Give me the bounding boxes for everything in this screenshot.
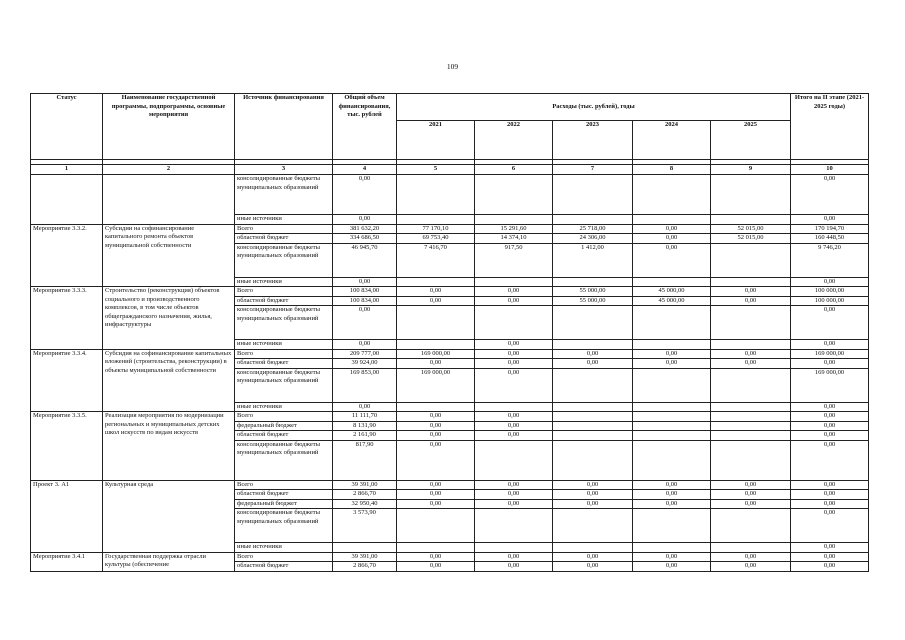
amount-cell: 0,00 bbox=[475, 421, 553, 431]
amount-cell: 0,00 bbox=[475, 490, 553, 500]
amount-cell bbox=[475, 277, 553, 287]
amount-cell: 0,00 bbox=[791, 562, 869, 572]
amount-cell: 170 194,70 bbox=[791, 224, 869, 234]
amount-cell bbox=[475, 402, 553, 412]
amount-cell: 69 753,40 bbox=[397, 234, 475, 244]
amount-cell: 0,00 bbox=[553, 359, 633, 369]
amount-cell bbox=[553, 509, 633, 543]
amount-cell bbox=[397, 509, 475, 543]
amount-cell: 32 950,40 bbox=[333, 499, 397, 509]
amount-cell: 7 416,70 bbox=[397, 243, 475, 277]
amount-cell bbox=[633, 215, 711, 225]
amount-cell bbox=[711, 175, 791, 215]
row-status: Мероприятие 3.3.3. bbox=[31, 287, 103, 350]
amount-cell: 169 000,00 bbox=[397, 349, 475, 359]
amount-cell bbox=[475, 509, 553, 543]
funding-source: Всего bbox=[235, 287, 333, 297]
amount-cell: 0,00 bbox=[791, 277, 869, 287]
amount-cell bbox=[553, 440, 633, 480]
column-number: 7 bbox=[553, 165, 633, 175]
header-total: Общий объем финансирования, тыс. рублей bbox=[333, 94, 397, 160]
amount-cell bbox=[397, 215, 475, 225]
amount-cell bbox=[333, 543, 397, 553]
amount-cell bbox=[553, 368, 633, 402]
amount-cell: 0,00 bbox=[791, 402, 869, 412]
table-row bbox=[31, 480, 869, 490]
header-year-2024: 2024 bbox=[633, 121, 711, 160]
amount-cell: 15 291,60 bbox=[475, 224, 553, 234]
amount-cell: 0,00 bbox=[475, 562, 553, 572]
column-number: 1 bbox=[31, 165, 103, 175]
amount-cell: 0,00 bbox=[633, 224, 711, 234]
amount-cell: 77 170,10 bbox=[397, 224, 475, 234]
amount-cell: 209 777,00 bbox=[333, 349, 397, 359]
amount-cell: 0,00 bbox=[791, 421, 869, 431]
amount-cell: 9 746,20 bbox=[791, 243, 869, 277]
funding-source: иные источники bbox=[235, 340, 333, 350]
row-status: Мероприятие 3.3.4. bbox=[31, 349, 103, 412]
header-expenses: Расходы (тыс. рублей), годы bbox=[397, 94, 791, 121]
amount-cell bbox=[711, 368, 791, 402]
column-number: 4 bbox=[333, 165, 397, 175]
amount-cell: 334 686,50 bbox=[333, 234, 397, 244]
amount-cell: 2 866,70 bbox=[333, 562, 397, 572]
amount-cell: 381 632,20 bbox=[333, 224, 397, 234]
table-row bbox=[31, 224, 869, 234]
amount-cell: 817,90 bbox=[333, 440, 397, 480]
amount-cell bbox=[397, 402, 475, 412]
table-row bbox=[31, 412, 869, 422]
funding-source: областной бюджет bbox=[235, 562, 333, 572]
amount-cell bbox=[633, 421, 711, 431]
funding-source: федеральный бюджет bbox=[235, 421, 333, 431]
amount-cell: 0,00 bbox=[791, 552, 869, 562]
budget-table bbox=[30, 93, 869, 572]
amount-cell: 2 161,90 bbox=[333, 431, 397, 441]
amount-cell: 0,00 bbox=[475, 368, 553, 402]
row-name: Субсидия на софинансирование капитальных вложений (строительства, реконструкции) в объекты муниципальной собственности bbox=[103, 349, 235, 412]
amount-cell bbox=[397, 175, 475, 215]
row-name: Реализация мероприятия по модернизации региональных и муниципальных детских школ искусств по видам искусств bbox=[103, 412, 235, 481]
amount-cell bbox=[475, 306, 553, 340]
amount-cell bbox=[475, 215, 553, 225]
amount-cell bbox=[711, 543, 791, 553]
amount-cell: 0,00 bbox=[397, 490, 475, 500]
amount-cell: 0,00 bbox=[475, 287, 553, 297]
funding-source: консолидированные бюджеты муниципальных образований bbox=[235, 175, 333, 215]
funding-source: Всего bbox=[235, 412, 333, 422]
amount-cell: 0,00 bbox=[633, 349, 711, 359]
amount-cell: 0,00 bbox=[791, 440, 869, 480]
amount-cell: 0,00 bbox=[333, 215, 397, 225]
funding-source: Всего bbox=[235, 349, 333, 359]
amount-cell: 0,00 bbox=[333, 277, 397, 287]
amount-cell: 0,00 bbox=[791, 340, 869, 350]
amount-cell bbox=[397, 306, 475, 340]
amount-cell: 0,00 bbox=[791, 499, 869, 509]
amount-cell: 100 834,00 bbox=[333, 287, 397, 297]
funding-source: федеральный бюджет bbox=[235, 499, 333, 509]
amount-cell: 0,00 bbox=[553, 499, 633, 509]
amount-cell bbox=[553, 277, 633, 287]
amount-cell: 0,00 bbox=[397, 480, 475, 490]
amount-cell bbox=[711, 243, 791, 277]
amount-cell bbox=[633, 277, 711, 287]
header-year-2025: 2025 bbox=[711, 121, 791, 160]
amount-cell: 100 000,00 bbox=[791, 296, 869, 306]
amount-cell bbox=[553, 431, 633, 441]
amount-cell bbox=[397, 340, 475, 350]
funding-source: консолидированные бюджеты муниципальных образований bbox=[235, 243, 333, 277]
amount-cell: 45 000,00 bbox=[633, 296, 711, 306]
amount-cell: 0,00 bbox=[475, 412, 553, 422]
amount-cell: 0,00 bbox=[633, 234, 711, 244]
amount-cell bbox=[711, 421, 791, 431]
amount-cell: 0,00 bbox=[553, 552, 633, 562]
funding-source: Всего bbox=[235, 552, 333, 562]
amount-cell: 100 834,00 bbox=[333, 296, 397, 306]
amount-cell bbox=[633, 340, 711, 350]
amount-cell: 0,00 bbox=[791, 431, 869, 441]
amount-cell bbox=[553, 421, 633, 431]
funding-source: Всего bbox=[235, 224, 333, 234]
amount-cell: 0,00 bbox=[711, 490, 791, 500]
funding-source: консолидированные бюджеты муниципальных образований bbox=[235, 368, 333, 402]
amount-cell: 0,00 bbox=[475, 349, 553, 359]
amount-cell bbox=[553, 412, 633, 422]
amount-cell bbox=[397, 277, 475, 287]
amount-cell: 0,00 bbox=[791, 215, 869, 225]
funding-source: областной бюджет bbox=[235, 296, 333, 306]
amount-cell bbox=[397, 543, 475, 553]
amount-cell: 0,00 bbox=[397, 287, 475, 297]
amount-cell: 0,00 bbox=[791, 543, 869, 553]
page-number: 109 bbox=[446, 62, 459, 71]
amount-cell: 0,00 bbox=[333, 402, 397, 412]
amount-cell: 24 306,00 bbox=[553, 234, 633, 244]
amount-cell bbox=[475, 543, 553, 553]
header-year-2023: 2023 bbox=[553, 121, 633, 160]
amount-cell: 45 000,00 bbox=[633, 287, 711, 297]
column-number: 3 bbox=[235, 165, 333, 175]
amount-cell bbox=[633, 306, 711, 340]
column-number: 9 bbox=[711, 165, 791, 175]
amount-cell bbox=[633, 402, 711, 412]
amount-cell: 0,00 bbox=[397, 552, 475, 562]
amount-cell: 39 924,00 bbox=[333, 359, 397, 369]
amount-cell: 0,00 bbox=[633, 480, 711, 490]
amount-cell: 0,00 bbox=[791, 412, 869, 422]
amount-cell: 100 000,00 bbox=[791, 287, 869, 297]
amount-cell: 0,00 bbox=[633, 562, 711, 572]
amount-cell: 0,00 bbox=[397, 296, 475, 306]
amount-cell: 39 391,00 bbox=[333, 552, 397, 562]
funding-source: Всего bbox=[235, 480, 333, 490]
funding-source: областной бюджет bbox=[235, 431, 333, 441]
amount-cell: 0,00 bbox=[791, 509, 869, 543]
amount-cell: 169 000,00 bbox=[791, 349, 869, 359]
amount-cell: 0,00 bbox=[791, 175, 869, 215]
amount-cell bbox=[633, 509, 711, 543]
funding-source: областной бюджет bbox=[235, 234, 333, 244]
amount-cell bbox=[711, 306, 791, 340]
amount-cell bbox=[633, 431, 711, 441]
amount-cell: 169 000,00 bbox=[397, 368, 475, 402]
amount-cell: 0,00 bbox=[475, 340, 553, 350]
amount-cell: 0,00 bbox=[711, 349, 791, 359]
funding-source: консолидированные бюджеты муниципальных образований bbox=[235, 440, 333, 480]
amount-cell bbox=[475, 175, 553, 215]
amount-cell bbox=[633, 412, 711, 422]
amount-cell: 0,00 bbox=[397, 431, 475, 441]
amount-cell: 0,00 bbox=[791, 359, 869, 369]
amount-cell: 0,00 bbox=[475, 431, 553, 441]
amount-cell: 0,00 bbox=[397, 421, 475, 431]
row-name: Государственная поддержка отрасли культуры (обеспечение bbox=[103, 552, 235, 571]
amount-cell bbox=[711, 412, 791, 422]
amount-cell: 55 000,00 bbox=[553, 296, 633, 306]
column-number: 2 bbox=[103, 165, 235, 175]
column-number: 8 bbox=[633, 165, 711, 175]
amount-cell: 0,00 bbox=[791, 480, 869, 490]
funding-source: иные источники bbox=[235, 402, 333, 412]
header-name: Наименование государственной программы, подпрограммы, основные мероприятия bbox=[103, 94, 235, 160]
table-row bbox=[31, 287, 869, 297]
amount-cell: 0,00 bbox=[475, 359, 553, 369]
amount-cell bbox=[711, 509, 791, 543]
amount-cell: 0,00 bbox=[397, 499, 475, 509]
row-name bbox=[103, 175, 235, 225]
amount-cell: 0,00 bbox=[711, 480, 791, 490]
column-number: 5 bbox=[397, 165, 475, 175]
amount-cell: 0,00 bbox=[553, 349, 633, 359]
amount-cell: 917,50 bbox=[475, 243, 553, 277]
amount-cell: 46 945,70 bbox=[333, 243, 397, 277]
amount-cell: 0,00 bbox=[711, 499, 791, 509]
header-source: Источник финансирования bbox=[235, 94, 333, 160]
amount-cell bbox=[633, 175, 711, 215]
row-status: Мероприятие 3.3.2. bbox=[31, 224, 103, 287]
amount-cell bbox=[553, 306, 633, 340]
amount-cell bbox=[553, 402, 633, 412]
amount-cell: 0,00 bbox=[553, 490, 633, 500]
amount-cell bbox=[711, 402, 791, 412]
column-number: 10 bbox=[791, 165, 869, 175]
amount-cell: 0,00 bbox=[633, 552, 711, 562]
amount-cell bbox=[633, 368, 711, 402]
amount-cell: 11 111,70 bbox=[333, 412, 397, 422]
amount-cell: 0,00 bbox=[397, 562, 475, 572]
amount-cell: 0,00 bbox=[711, 296, 791, 306]
amount-cell: 0,00 bbox=[475, 499, 553, 509]
amount-cell bbox=[553, 215, 633, 225]
amount-cell: 0,00 bbox=[475, 296, 553, 306]
funding-source: иные источники bbox=[235, 215, 333, 225]
amount-cell bbox=[711, 340, 791, 350]
amount-cell: 0,00 bbox=[711, 552, 791, 562]
funding-source: иные источники bbox=[235, 277, 333, 287]
amount-cell bbox=[553, 543, 633, 553]
amount-cell bbox=[553, 175, 633, 215]
amount-cell: 55 000,00 bbox=[553, 287, 633, 297]
row-status: Проект 3. А1 bbox=[31, 480, 103, 552]
row-status bbox=[31, 175, 103, 225]
amount-cell: 0,00 bbox=[633, 490, 711, 500]
amount-cell: 0,00 bbox=[333, 340, 397, 350]
amount-cell bbox=[633, 543, 711, 553]
header-status: Статус bbox=[31, 94, 103, 160]
header-year-2022: 2022 bbox=[475, 121, 553, 160]
amount-cell: 0,00 bbox=[633, 243, 711, 277]
amount-cell bbox=[711, 431, 791, 441]
amount-cell bbox=[633, 440, 711, 480]
row-status: Мероприятие 3.4.1 bbox=[31, 552, 103, 571]
amount-cell: 0,00 bbox=[475, 480, 553, 490]
amount-cell: 0,00 bbox=[711, 359, 791, 369]
amount-cell: 0,00 bbox=[333, 306, 397, 340]
row-name: Культурная среда bbox=[103, 480, 235, 552]
funding-source: областной бюджет bbox=[235, 490, 333, 500]
amount-cell bbox=[553, 340, 633, 350]
amount-cell bbox=[711, 440, 791, 480]
amount-cell: 52 015,00 bbox=[711, 224, 791, 234]
amount-cell: 0,00 bbox=[397, 440, 475, 480]
row-status: Мероприятие 3.3.5. bbox=[31, 412, 103, 481]
amount-cell bbox=[711, 277, 791, 287]
header-stage-total: Итого на II этапе (2021-2025 годы) bbox=[791, 94, 869, 160]
table-row bbox=[31, 349, 869, 359]
amount-cell: 8 131,90 bbox=[333, 421, 397, 431]
amount-cell: 25 718,00 bbox=[553, 224, 633, 234]
amount-cell: 2 866,70 bbox=[333, 490, 397, 500]
funding-source: областной бюджет bbox=[235, 359, 333, 369]
row-name: Субсидии на софинансирование капитального ремонта объектов муниципальной собственности bbox=[103, 224, 235, 287]
amount-cell: 3 573,90 bbox=[333, 509, 397, 543]
amount-cell: 0,00 bbox=[633, 359, 711, 369]
amount-cell: 0,00 bbox=[791, 490, 869, 500]
header-year-2021: 2021 bbox=[397, 121, 475, 160]
amount-cell: 0,00 bbox=[553, 562, 633, 572]
amount-cell bbox=[711, 215, 791, 225]
amount-cell: 39 391,00 bbox=[333, 480, 397, 490]
table-row bbox=[31, 552, 869, 562]
amount-cell: 0,00 bbox=[711, 562, 791, 572]
amount-cell: 0,00 bbox=[333, 175, 397, 215]
amount-cell: 0,00 bbox=[475, 552, 553, 562]
table-row bbox=[31, 175, 869, 215]
amount-cell: 0,00 bbox=[633, 499, 711, 509]
amount-cell: 160 448,50 bbox=[791, 234, 869, 244]
amount-cell: 0,00 bbox=[791, 306, 869, 340]
amount-cell: 0,00 bbox=[553, 480, 633, 490]
amount-cell: 169 853,00 bbox=[333, 368, 397, 402]
amount-cell: 52 015,00 bbox=[711, 234, 791, 244]
row-name: Строительство (реконструкция) объектов социального и производственного комплексов, в том числе объектов общегражданского назначения, жилья, инфраструктуры bbox=[103, 287, 235, 350]
amount-cell: 0,00 bbox=[397, 412, 475, 422]
amount-cell: 169 000,00 bbox=[791, 368, 869, 402]
funding-source: иные источники bbox=[235, 543, 333, 553]
amount-cell bbox=[475, 440, 553, 480]
amount-cell: 14 374,10 bbox=[475, 234, 553, 244]
amount-cell: 0,00 bbox=[397, 359, 475, 369]
funding-source: консолидированные бюджеты муниципальных образований bbox=[235, 306, 333, 340]
column-number: 6 bbox=[475, 165, 553, 175]
amount-cell: 1 412,00 bbox=[553, 243, 633, 277]
amount-cell: 0,00 bbox=[711, 287, 791, 297]
funding-source: консолидированные бюджеты муниципальных образований bbox=[235, 509, 333, 543]
